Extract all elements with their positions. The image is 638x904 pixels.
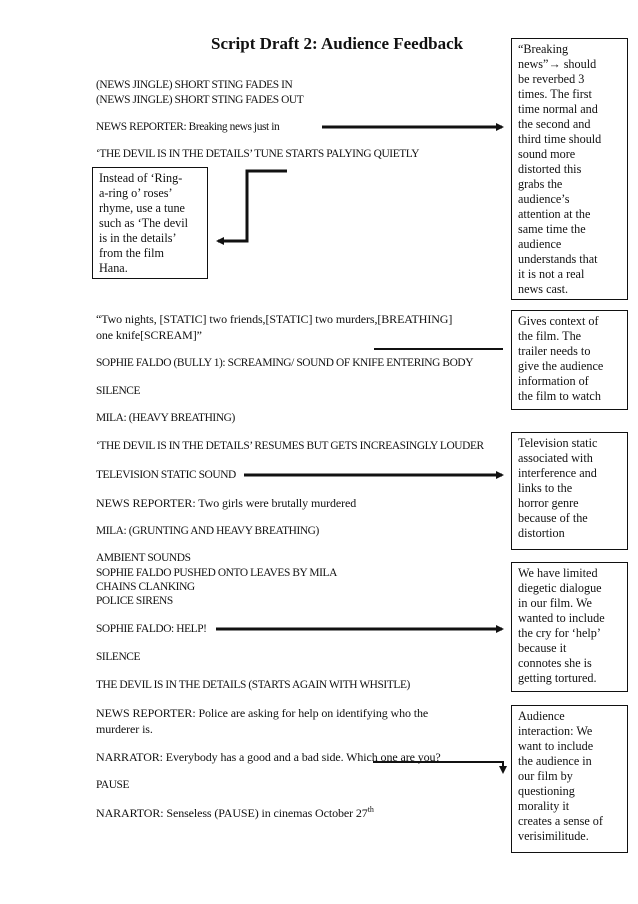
comment-box-help: We have limited diegetic dialogue in our film. We wanted to include the cry for ‘help’ because it connotes she is getting tortured. [511,562,628,692]
script-line: NEWS REPORTER: Breaking news just in [96,121,280,133]
script-line: ‘THE DEVIL IS IN THE DETAILS’ TUNE STARTS PALYING QUIETLY [96,148,420,160]
script-line: AMBIENT SOUNDS [96,552,191,564]
script-line: NEWS REPORTER: Police are asking for help on identifying who the [96,706,429,720]
script-line: “Two nights, [STATIC] two friends,[STATIC] two murders,[BREATHING] [96,312,453,326]
comment-box-audience: Audience interaction: We want to include the audience in our film by questioning morality it creates a sense of verisimilitude. [511,705,628,853]
script-line: (NEWS JINGLE) SHORT STING FADES IN [96,79,293,91]
script-line: SILENCE [96,385,141,397]
script-line: (NEWS JINGLE) SHORT STING FADES OUT [96,94,304,106]
script-line: SOPHIE FALDO (BULLY 1): SCREAMING/ SOUND OF KNIFE ENTERING BODY [96,357,474,369]
script-line: TELEVISION STATIC SOUND [96,469,236,481]
comment-box-static: Television static associated with interference and links to the horror genre because of the distortion [511,432,628,550]
script-line: POLICE SIRENS [96,595,173,607]
script-line: SOPHIE FALDO PUSHED ONTO LEAVES BY MILA [96,567,337,579]
script-line: one knife[SCREAM]” [96,328,202,342]
document-title: Script Draft 2: Audience Feedback [211,34,464,53]
script-line: murderer is. [96,722,153,736]
comment-box-breaking-news: “Breaking news”→ should be reverbed 3 times. The first time normal and the second and third time should sound more distorted this grabs the audience’s attention at the same time the audience understands that it is not a real news cast. [511,38,628,300]
script-line: NARARTOR: Senseless (PAUSE) in cinemas October 27th [96,805,374,820]
script-line: PAUSE [96,779,130,791]
script-line: MILA: (GRUNTING AND HEAVY BREATHING) [96,525,319,537]
arrow-audience [373,762,503,772]
script-line: CHAINS CLANKING [96,581,195,593]
comment-box-tune: Instead of ‘Ring- a-ring o’ roses’ rhyme, use a tune such as ‘The devil is in the details’ from the film Hana. [92,167,208,279]
comment-box-context: Gives context of the film. The trailer needs to give the audience information of the film to watch [511,310,628,410]
arrow-tune [218,171,287,241]
script-line: SILENCE [96,651,141,663]
script-line: NEWS REPORTER: Two girls were brutally murdered [96,496,357,510]
script-line: SOPHIE FALDO: HELP! [96,623,207,635]
script-line: THE DEVIL IS IN THE DETAILS (STARTS AGAIN WITH WHSITLE) [96,679,410,691]
script-line: ‘THE DEVIL IS IN THE DETAILS’ RESUMES BUT GETS INCREASINGLY LOUDER [96,440,484,452]
script-line: MILA: (HEAVY BREATHING) [96,412,235,424]
script-line: NARRATOR: Everybody has a good and a bad side. Which one are you? [96,750,441,764]
